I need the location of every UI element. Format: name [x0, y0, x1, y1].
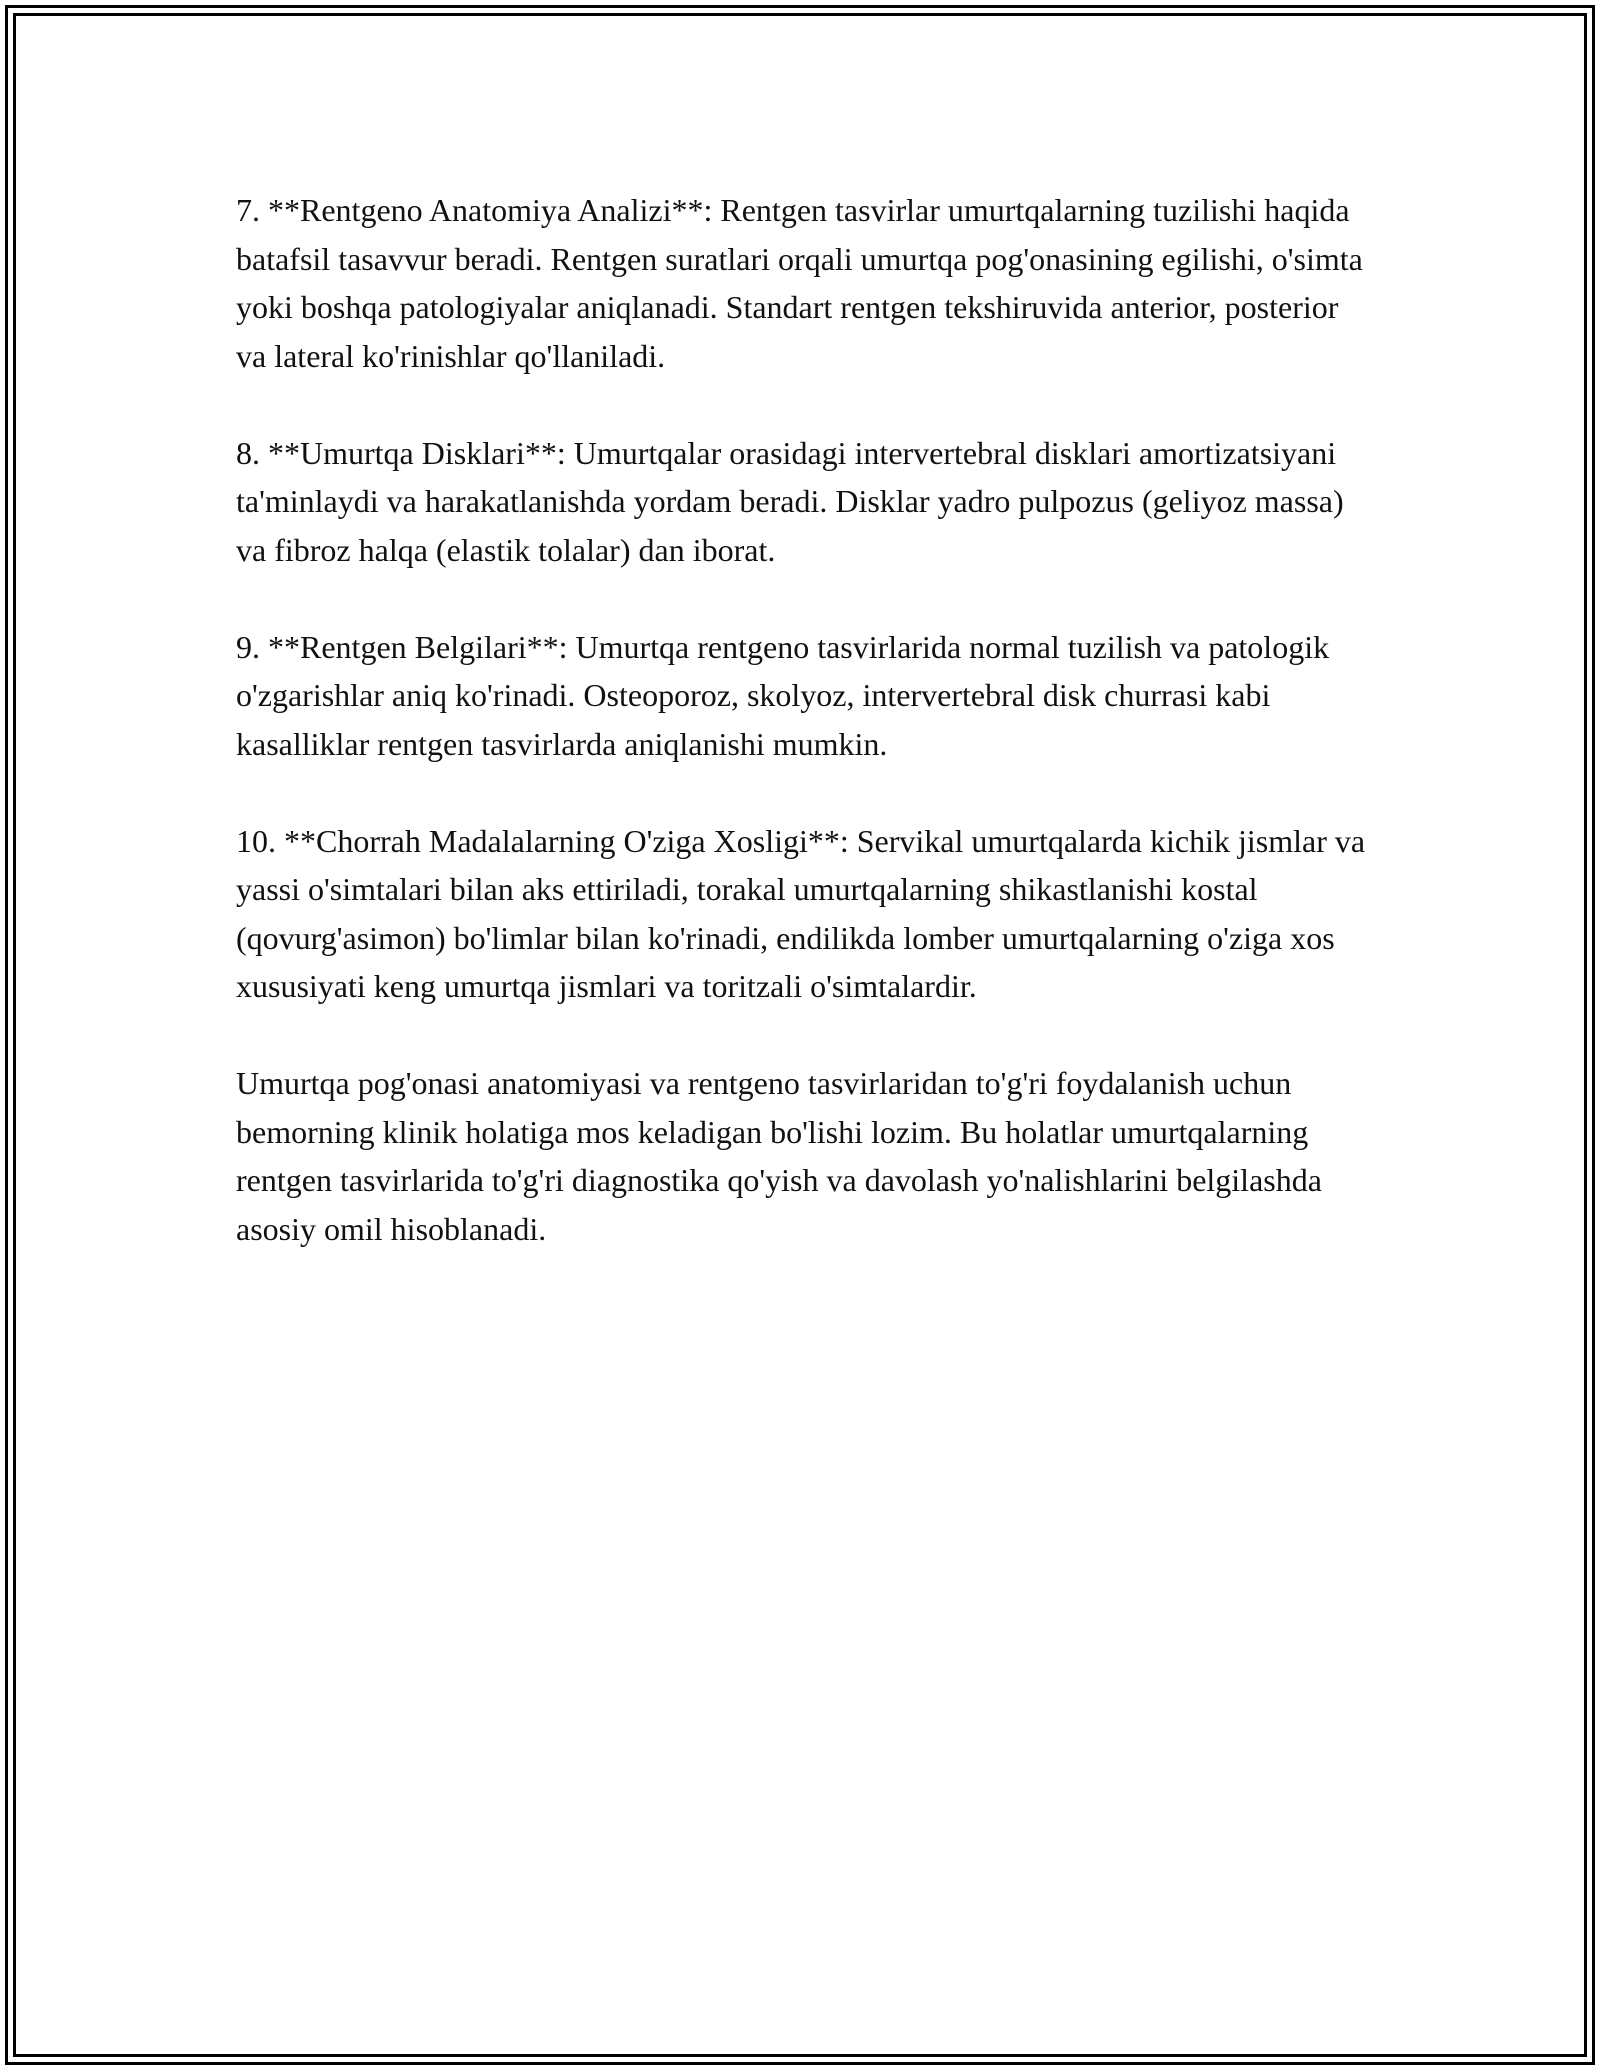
paragraph-section-8: 8. **Umurtqa Disklari**: Umurtqalar orasidagi intervertebral disklari amortizatsiyani ta'minlaydi va harakatlanishda yordam beradi. Disklar yadro pulpozus (geliyoz massa) va fibroz halqa (elastik tolalar) dan iborat.	[236, 434, 1344, 568]
paragraph-conclusion: Umurtqa pog'onasi anatomiyasi va rentgeno tasvirlaridan to'g'ri foydalanish uchun bemorning klinik holatiga mos keladigan bo'lishi lozim. Bu holatlar umurtqalarning rentgen tasvirlarida to'g'ri diagnostika qo'yish va davolash yo'nalishlarini belgilashda asosiy omil hisoblanadi.	[236, 1065, 1322, 1247]
paragraph-section-7: 7. **Rentgeno Anatomiya Analizi**: Rentgen tasvirlar umurtqalarning tuzilishi haqida batafsil tasavvur beradi. Rentgen suratlari orqali umurtqa pog'onasining egilishi, o'simta yoki boshqa patologiyalar aniqlanadi. Standart rentgen tekshiruvida anterior, posterior va lateral ko'rinishlar qo'llaniladi.	[236, 192, 1363, 374]
paragraph-section-9: 9. **Rentgen Belgilari**: Umurtqa rentgeno tasvirlarida normal tuzilish va patologik o'zgarishlar aniq ko'rinadi. Osteoporoz, skolyoz, intervertebral disk churrasi kabi kasalliklar rentgen tasvirlarda aniqlanishi mumkin.	[236, 628, 1330, 762]
paragraph-section-10: 10. **Chorrah Madalalarning O'ziga Xosligi**: Servikal umurtqalarda kichik jismlar va yassi o'simtalari bilan aks ettiriladi, torakal umurtqalarning shikastlanishi kostal (qovurg'asimon) bo'limlar bilan ko'rinadi, endilikda lomber umurtqalarning o'ziga xos xususiyati keng umurtqa jismlari va toritzali o'simtalardir.	[236, 822, 1366, 1004]
document-body	[236, 186, 1376, 1302]
